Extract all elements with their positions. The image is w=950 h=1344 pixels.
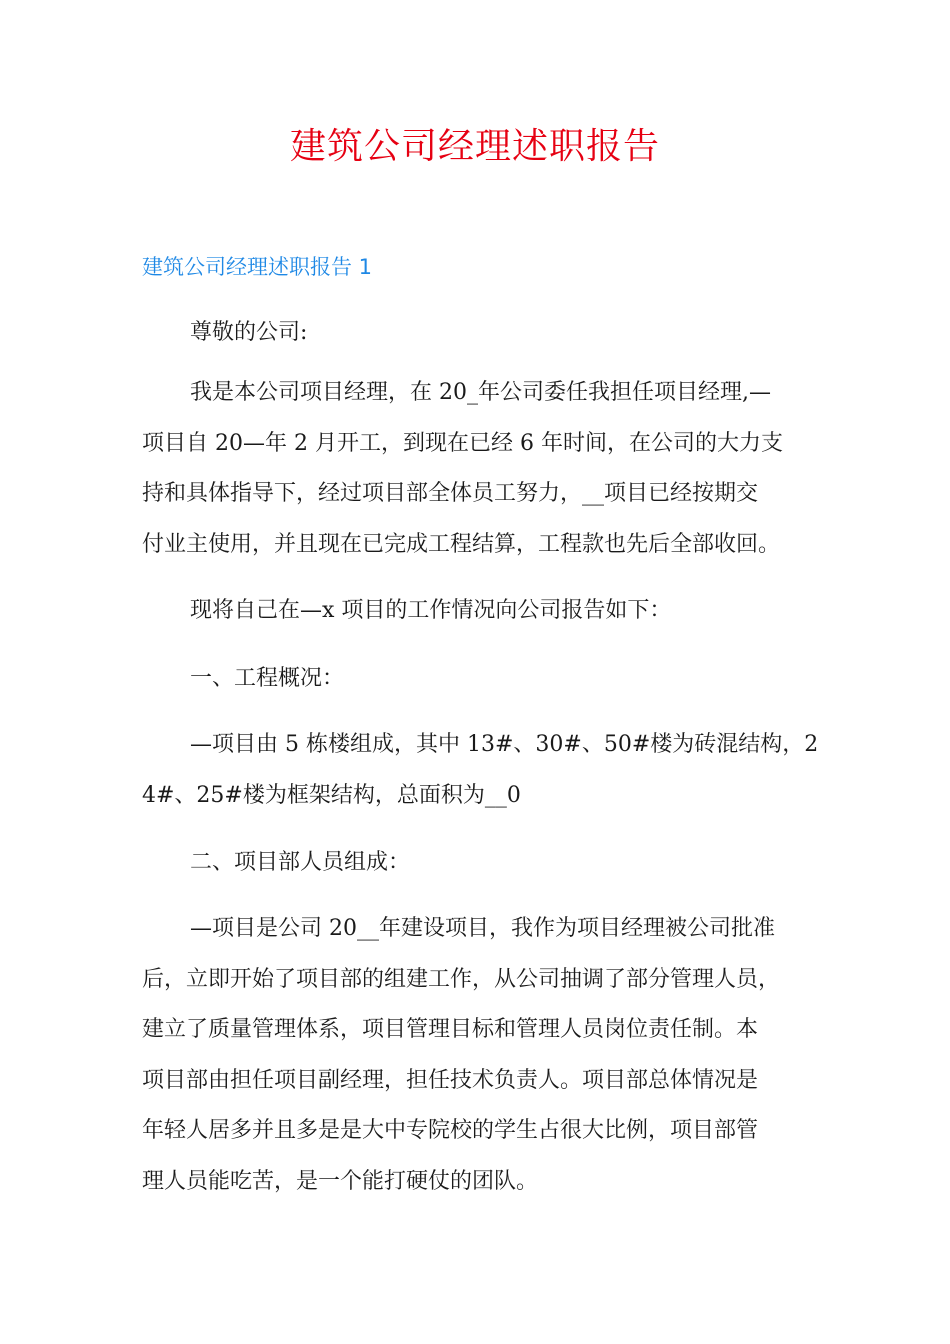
salutation [142, 308, 812, 359]
paragraph-line: 项目自 20—年 2 月开工，到现在已经 6 年时间，在公司的大力支 [142, 430, 783, 456]
paragraph-line: 持和具体指导下，经过项目部全体员工努力，__项目已经按期交 [142, 481, 759, 506]
paragraph-line: 4#、25#楼为框架结构，总面积为__0 [142, 782, 521, 808]
paragraph-line: 付业主使用，并且现在已完成工程结算，工程款也先后全部收回。 [142, 531, 781, 557]
subheading-text: 二、项目部人员组成： [190, 850, 411, 875]
heading-staff [142, 838, 812, 889]
section-heading: 建筑公司经理述职报告 1 [142, 255, 373, 279]
subheading-text: 一、工程概况： [190, 666, 345, 691]
paragraph-overview [142, 720, 819, 821]
paragraph-staff [142, 904, 812, 1207]
paragraph-line: 现将自己在—x 项目的工作情况向公司报告如下： [190, 598, 672, 623]
paragraph-line: 我是本公司项目经理，在 20_年公司委任我担任项目经理,— [190, 380, 771, 405]
paragraph-line: 项目部由担任项目副经理，担任技术负责人。项目部总体情况是 [142, 1067, 759, 1093]
paragraph-line: 年轻人居多并且多是是大中专院校的学生占很大比例，项目部管 [142, 1118, 759, 1143]
paragraph-line: 建立了质量管理体系，项目管理目标和管理人员岗位责任制。本 [142, 1017, 759, 1042]
paragraph-line: —项目是公司 20__年建设项目，我作为项目经理被公司批准 [190, 916, 775, 941]
salutation-text: 尊敬的公司: [190, 320, 308, 345]
paragraph-line: 后，立即开始了项目部的组建工作，从公司抽调了部分管理人员， [142, 966, 781, 992]
heading-project-overview [142, 654, 812, 705]
paragraph-report-intro [142, 586, 812, 637]
paragraph-line: 理人员能吃苦，是一个能打硬仗的团队。 [142, 1168, 539, 1194]
paragraph-intro [142, 368, 812, 570]
paragraph-line: —项目由 5 栋楼组成，其中 13#、30#、50#楼为砖混结构，2 [190, 732, 819, 757]
document-title: 建筑公司经理述职报告 [289, 126, 660, 167]
